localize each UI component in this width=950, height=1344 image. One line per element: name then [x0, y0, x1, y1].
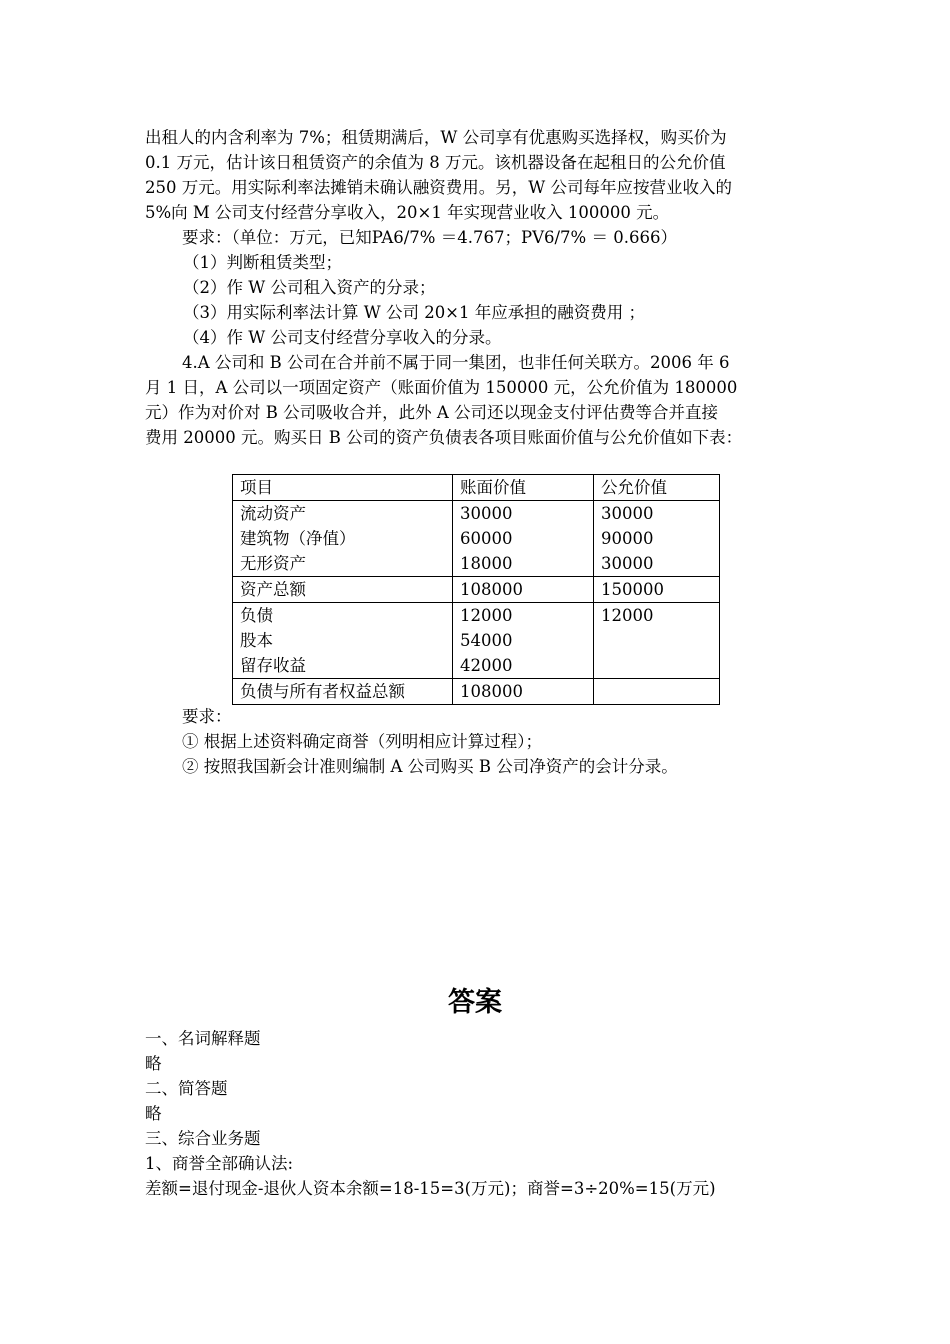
answer-line: 略 [145, 1104, 162, 1123]
q3-item: （2）作 W 公司租入资产的分录； [183, 278, 436, 297]
q4-text-line: 4.A 公司和 B 公司在合并前不属于同一集团，也非任何关联方。2006 年 6 [182, 353, 730, 372]
fair-value-cell [594, 679, 720, 705]
answer-line: 三、综合业务题 [145, 1129, 261, 1148]
answers-title: 答案 [448, 987, 502, 1018]
q3-text-line: 5%向 M 公司支付经营分享收入，20×1 年实现营业收入 100000 元。 [145, 203, 670, 222]
balance-sheet-table [232, 474, 720, 705]
fair-value-cell: 12000 [594, 603, 720, 679]
item-cell: 资产总额 [233, 577, 453, 603]
item-cell: 负债 股本 留存收益 [233, 603, 453, 679]
q3-item: （4）作 W 公司支付经营分享收入的分录。 [183, 328, 502, 347]
fair-value-cell: 150000 [594, 577, 720, 603]
q4-requirement: 要求： [182, 707, 232, 726]
book-value-cell: 30000 60000 18000 [453, 501, 594, 577]
header-item: 项目 [233, 475, 453, 501]
header-book-value: 账面价值 [453, 475, 594, 501]
fair-value-cell: 30000 90000 30000 [594, 501, 720, 577]
q3-requirement: 要求：（单位：万元，已知PA6/7% ＝4.767；PV6/7% ＝ 0.666） [182, 228, 677, 247]
answer-line: 1、商誉全部确认法: [145, 1154, 294, 1173]
q4-item: ② 按照我国新会计准则编制 A 公司购买 B 公司净资产的会计分录。 [182, 757, 678, 776]
answer-line: 差额=退付现金-退伙人资本余额=18-15=3(万元)；商誉=3÷20%=15(万元) [145, 1179, 716, 1198]
table-row [233, 577, 720, 603]
q4-text-line: 元）作为对价对 B 公司吸收合并，此外 A 公司还以现金支付评估费等合并直接 [145, 403, 719, 422]
q4-text-line: 月 1 日，A 公司以一项固定资产（账面价值为 150000 元，公允价值为 180000 [145, 378, 738, 397]
book-value-cell: 12000 54000 42000 [453, 603, 594, 679]
book-value-cell: 108000 [453, 679, 594, 705]
q3-text-line: 出租人的内含利率为 7%；租赁期满后，W 公司享有优惠购买选择权，购买价为 [145, 128, 727, 147]
answer-line: 略 [145, 1054, 162, 1073]
q3-item: （3）用实际利率法计算 W 公司 20×1 年应承担的融资费用 ； [183, 303, 645, 322]
book-value-cell: 108000 [453, 577, 594, 603]
item-cell: 流动资产 建筑物（净值） 无形资产 [233, 501, 453, 577]
table-row [233, 679, 720, 705]
table-row [233, 603, 720, 679]
answer-line: 二、简答题 [145, 1079, 228, 1098]
q4-item: ① 根据上述资料确定商誉（列明相应计算过程）； [182, 732, 542, 751]
q3-item: （1）判断租赁类型； [183, 253, 342, 272]
q3-text-line: 0.1 万元，估计该日租赁资产的余值为 8 万元。该机器设备在起租日的公允价值 [145, 153, 726, 172]
header-fair-value: 公允价值 [594, 475, 720, 501]
q4-text-line: 费用 20000 元。购买日 B 公司的资产负债表各项目账面价值与公允价值如下表： [145, 428, 743, 447]
table-row [233, 501, 720, 577]
q3-text-line: 250 万元。用实际利率法摊销未确认融资费用。另，W 公司每年应按营业收入的 [145, 178, 732, 197]
table-header-row [233, 475, 720, 501]
answer-line: 一、名词解释题 [145, 1029, 261, 1048]
item-cell: 负债与所有者权益总额 [233, 679, 453, 705]
